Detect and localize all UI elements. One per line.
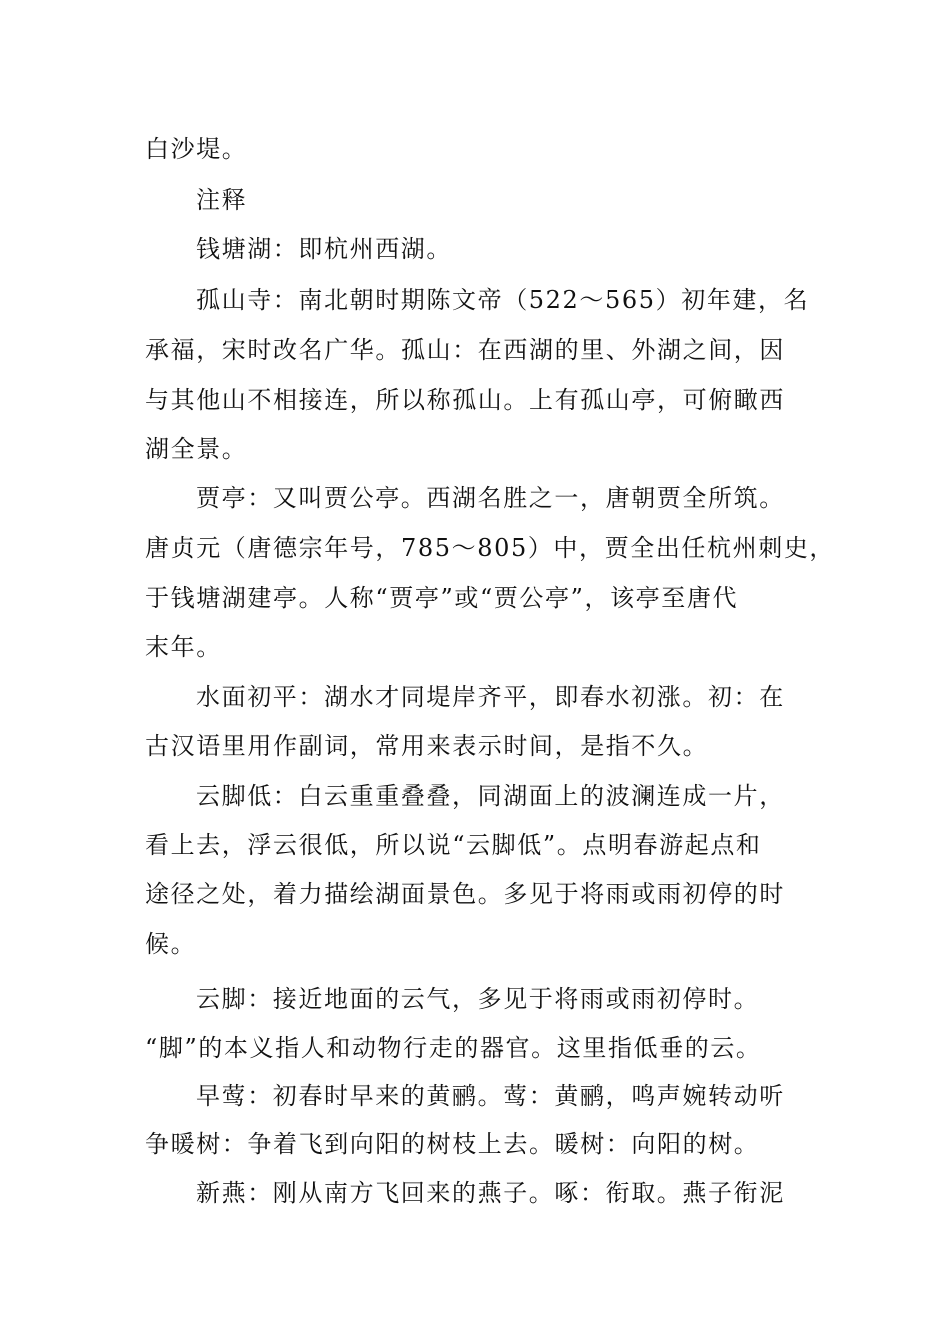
text-line: 途径之处，着力描绘湖面景色。多见于将雨或雨初停的时 <box>145 880 785 908</box>
section-heading: 注释 <box>196 186 248 214</box>
text-line: 新燕：刚从南方飞回来的燕子。啄：衔取。燕子衔泥 <box>196 1179 785 1207</box>
text-line: 末年。 <box>145 633 222 661</box>
text-line: 唐贞元（唐德宗年号，785～805）中，贾全出任杭州刺史， <box>145 534 836 562</box>
text-line: 云脚低：白云重重叠叠，同湖面上的波澜连成一片， <box>196 782 785 810</box>
text-line: 与其他山不相接连，所以称孤山。上有孤山亭，可俯瞰西 <box>145 386 785 414</box>
text-line: 湖全景。 <box>145 435 248 463</box>
text-line: 争暖树：争着飞到向阳的树枝上去。暖树：向阳的树。 <box>145 1130 760 1158</box>
text-line: “脚”的本义指人和动物行走的器官。这里指低垂的云。 <box>145 1034 762 1062</box>
text-line: 云脚：接近地面的云气，多见于将雨或雨初停时。 <box>196 985 760 1013</box>
text-line: 白沙堤。 <box>145 135 248 163</box>
text-line: 早莺：初春时早来的黄鹂。莺：黄鹂，鸣声婉转动听 <box>196 1082 785 1110</box>
text-line: 候。 <box>145 930 197 958</box>
text-line: 承福，宋时改名广华。孤山：在西湖的里、外湖之间，因 <box>145 336 785 364</box>
text-line: 钱塘湖：即杭州西湖。 <box>196 235 452 263</box>
text-line: 贾亭：又叫贾公亭。西湖名胜之一，唐朝贾全所筑。 <box>196 484 785 512</box>
text-line: 水面初平：湖水才同堤岸齐平，即春水初涨。初：在 <box>196 683 785 711</box>
text-line: 看上去，浮云很低，所以说“云脚低”。点明春游起点和 <box>145 831 762 859</box>
text-line: 于钱塘湖建亭。人称“贾亭”或“贾公亭”，该亭至唐代 <box>145 584 739 612</box>
text-line: 古汉语里用作副词，常用来表示时间，是指不久。 <box>145 732 709 760</box>
text-line: 孤山寺：南北朝时期陈文帝（522～565）初年建，名 <box>196 286 810 314</box>
